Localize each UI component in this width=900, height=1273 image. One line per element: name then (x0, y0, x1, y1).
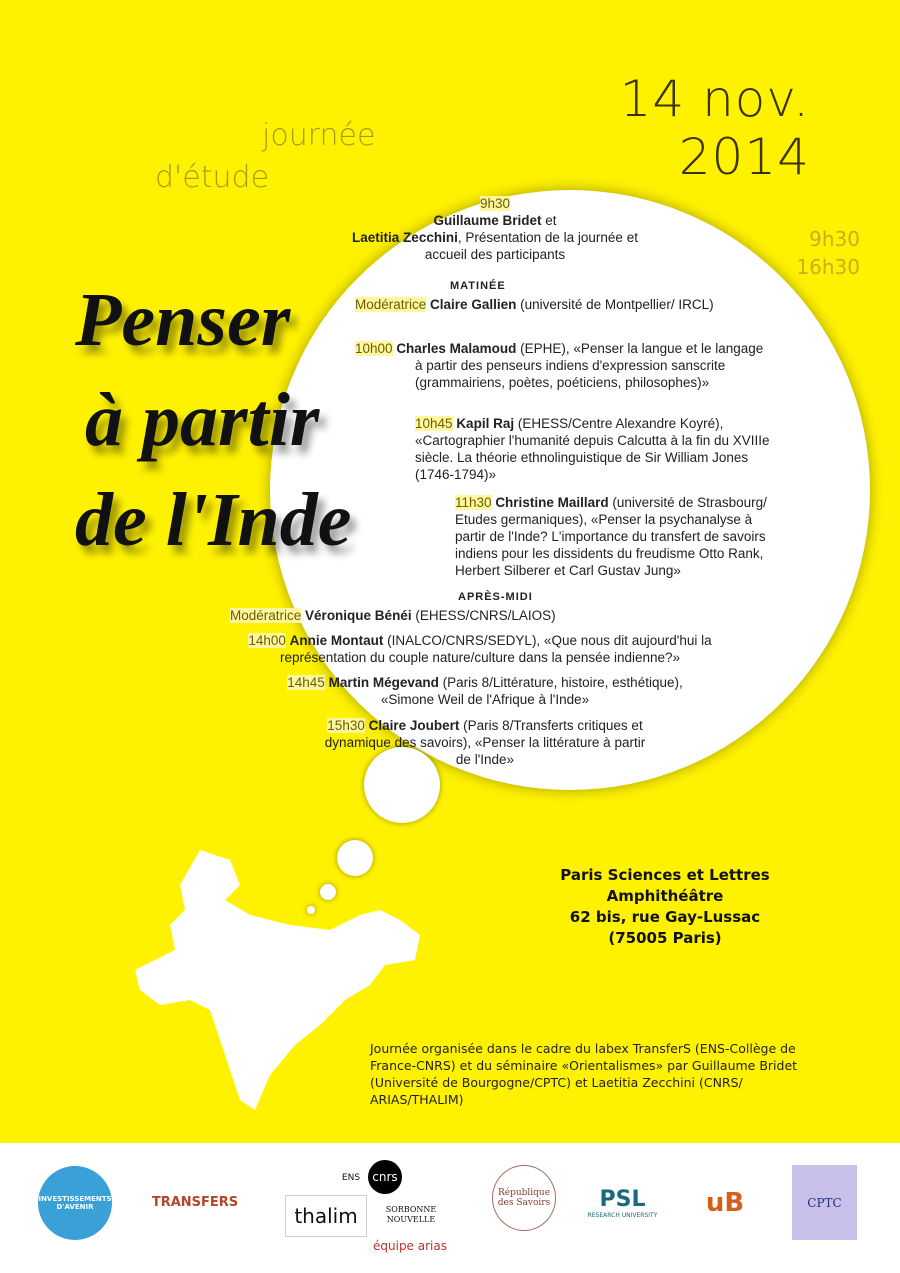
psl-logo: PSL RESEARCH UNIVERSITY (587, 1186, 658, 1219)
afternoon-heading: APRÈS-MIDI (458, 591, 533, 603)
organizers-note: Journée organisée dans le cadre du labex TransferS (ENS-Collège de France-CNRS) et du séminaire «Orientalismes» par Guillaume Bridet (Université de Bourgogne/CPTC) et Laetitia Zecchini (CNRS/ ARIAS/THALIM) (370, 1041, 798, 1107)
cptc-logo: CPTC (792, 1165, 857, 1240)
ub-logo: uB (705, 1187, 745, 1218)
transfers-logo: TRANSFERS (151, 1195, 239, 1210)
cnrs-logo: cnrs (368, 1160, 402, 1194)
equipe-arias-logo: équipe arias (373, 1239, 447, 1253)
talk: 14h45 Martin Mégevand (Paris 8/Littérature, histoire, esthétique), «Simone Weil de l'Afrique à l'Inde» (287, 675, 683, 707)
talk: 11h30 Christine Maillard (université de Strasbourg/ Etudes germaniques), «Penser la psychanalyse à partir de l'Inde? L'importance du transfert de savoirs indiens pour les dissidents du freudisme Otto Rank, Herbert Silberer et Carl Gustav Jung» (455, 495, 767, 578)
event-hours: 9h30 16h30 (796, 227, 860, 279)
logo-footer (0, 1143, 900, 1273)
sorbonne-nouvelle-logo: SORBONNE NOUVELLE (385, 1205, 437, 1224)
talk: 15h30 Claire Joubert (Paris 8/Transferts critiques et dynamique des savoirs), «Penser la littérature à partir de l'Inde» (324, 718, 646, 767)
afternoon-moderator: Modératrice Véronique Bénéi (EHESS/CNRS/LAIOS) (230, 608, 556, 623)
ens-logo: ENS (341, 1173, 361, 1183)
talk: 10h45 Kapil Raj (EHESS/Centre Alexandre Koyré), «Cartographier l'humanité depuis Calcutta à la fin du XVIIIe siècle. La théorie ethnolinguistique de Sir William Jones (1746-1794)» (415, 416, 770, 482)
talk: 14h00 Annie Montaut (INALCO/CNRS/SEDYL), «Que nous dit aujourd'hui la représentation du couple nature/culture dans la pensée indienne?» (248, 633, 712, 665)
intro-session: 9h30 Guillaume Bridet et Laetitia Zecchini, Présentation de la journée et accueil des participants (352, 196, 638, 262)
event-date: 14 nov. 2014 (619, 70, 810, 186)
main-title: Penser à partir de l'Inde (75, 278, 352, 562)
subtitle-line1: journée (262, 118, 376, 153)
investissements-avenir-logo: INVESTISSEMENTS D'AVENIR (35, 1165, 115, 1240)
venue: Paris Sciences et Lettres Amphithéâtre 62 bis, rue Gay-Lussac (75005 Paris) (560, 866, 770, 947)
subtitle-line2: d'étude (155, 160, 270, 195)
thalim-logo: thalim (285, 1195, 367, 1237)
morning-heading: MATINÉE (450, 280, 506, 292)
morning-moderator: Modératrice Claire Gallien (université de Montpellier/ IRCL) (355, 297, 714, 312)
talk: 10h00 Charles Malamoud (EPHE), «Penser la langue et le langage à partir des penseurs indiens d'expression sanscrite (grammairiens, poètes, poéticiens, philosophes)» (355, 341, 764, 390)
republique-savoirs-logo: République des Savoirs (492, 1165, 556, 1231)
